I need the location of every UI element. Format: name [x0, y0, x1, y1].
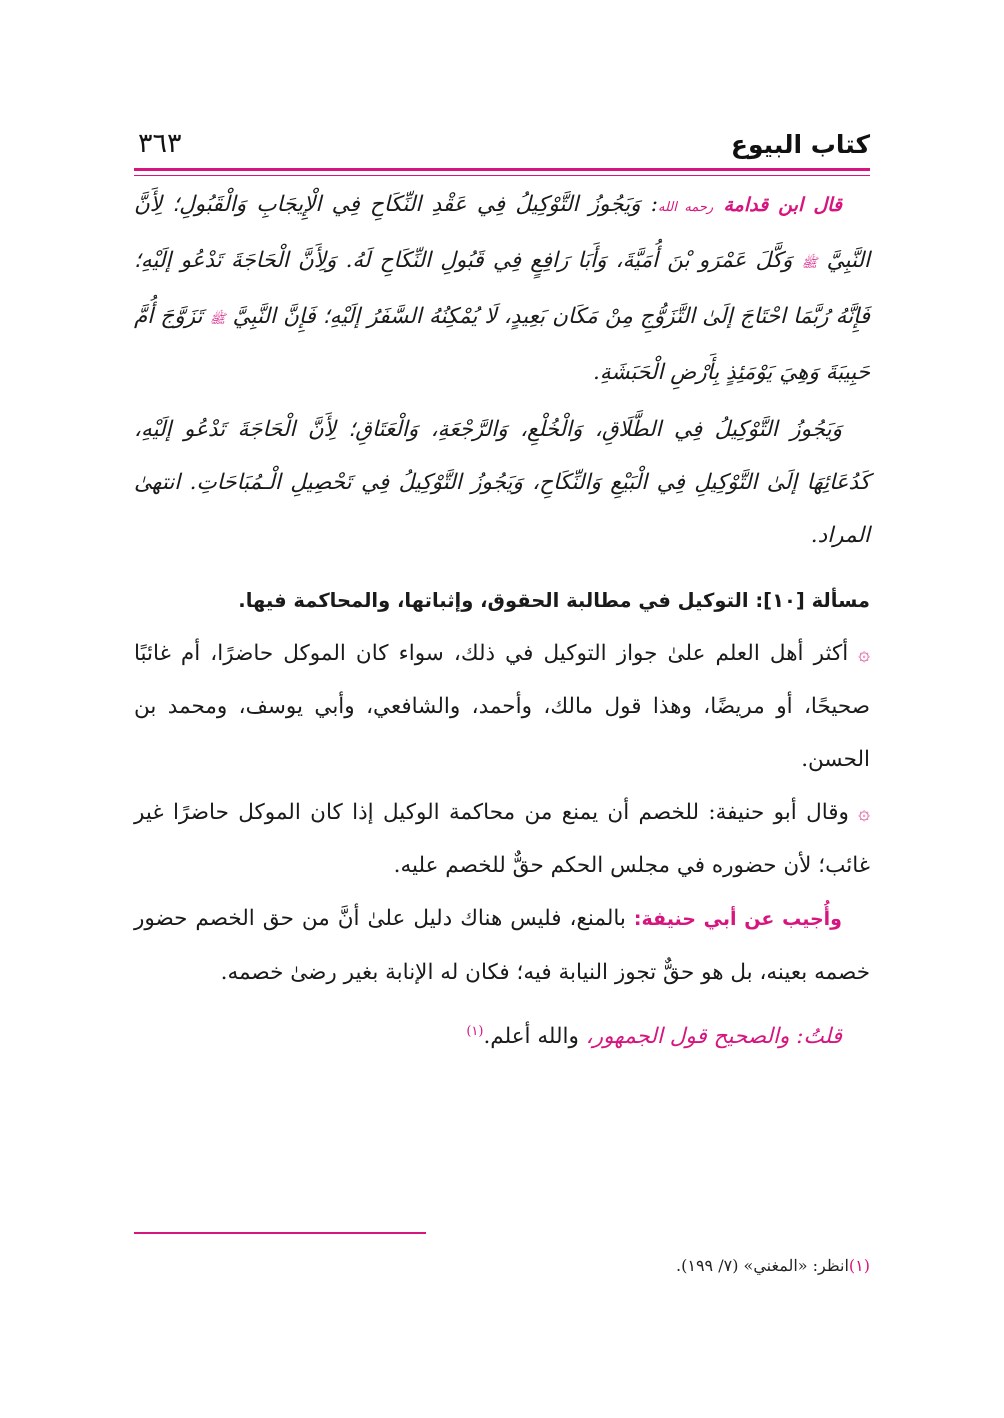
- footnote-text: انظر: «المغني» (٧/ ١٩٩).: [676, 1256, 849, 1275]
- footnote-number: (١): [848, 1256, 870, 1275]
- issue-title: التوكيل في مطالبة الحقوق، وإثباتها، والمحاكمة فيها.: [238, 589, 749, 612]
- page-header: [134, 120, 870, 172]
- header-rule-thick: [134, 168, 870, 171]
- point-1: [134, 627, 870, 786]
- answer-paragraph: [134, 892, 870, 999]
- footnote-divider: [134, 1232, 426, 1234]
- book-title: كتاب البيوع: [730, 130, 870, 159]
- conclusion-pink: قلتُ: والصحيح قول الجمهور،: [585, 1024, 842, 1050]
- honorific: رحمه الله: [658, 200, 714, 215]
- quote-text-1b: وَكَّلَ عَمْرَو بْنَ أُمَيَّةَ، وَأَبَا رَافِعٍ فِي قَبُولِ النِّكَاحِ لَهُ. وَلِأَنَّ الْحَاجَةَ تَدْعُو إلَيْهِ؛ فَإِنَّهُ رُبَّمَا احْتَاجَ إلَىٰ التَّزَوُّجِ مِنْ مَكَان بَعِيدٍ، لَا يُمْكِنُهُ السَّفَرُ إلَيْهِ؛ فَإِنَّ النَّبِيَّ: [134, 248, 871, 329]
- header-rule-thin: [134, 175, 870, 176]
- quote-text-1a: : وَيَجُوزُ التَّوْكِيلُ فِي عَقْدِ النِّكَاحِ فِي الْإِيجَابِ وَالْقَبُولِ؛ لِأَنَّ النَّبِيَّ: [134, 192, 870, 273]
- conclusion-text: والله أعلم.: [483, 1024, 579, 1050]
- quote-text-1c: تَزَوَّجَ أُمَّ حَبِيبَةَ وَهِيَ يَوْمَئِذٍ بِأَرْضِ الْحَبَشَةِ.: [134, 304, 870, 385]
- bullet-flower-icon: ۞: [858, 800, 870, 824]
- salawat-mark-2: ﷺ: [209, 312, 226, 327]
- issue-heading: [134, 574, 870, 627]
- conclusion: [134, 1005, 870, 1063]
- point-2: [134, 786, 870, 892]
- page-number: ٣٦٣: [138, 128, 182, 159]
- point-1-text: أكثر أهل العلم علىٰ جواز التوكيل في ذلك، سواء كان الموكل حاضرًا، أم غائبًا صحيحًا، أو مريضًا، وهذا قول مالك، وأحمد، والشافعي، وأبي يوسف، ومحمد بن الحسن.: [134, 641, 870, 772]
- answer-text: بالمنع، فليس هناك دليل علىٰ أنَّ من حق الخصم حضور خصمه بعينه، بل هو حقٌّ تجوز النيابة فيه؛ فكان له الإنابة بغير رضىٰ خصمه.: [134, 906, 870, 985]
- quote-author: قال ابن قدامة: [723, 194, 843, 216]
- book-page: [134, 0, 870, 1418]
- salawat-mark-1: ﷺ: [801, 256, 818, 271]
- quote-paragraph-2: وَيَجُوزُ التَّوْكِيلُ فِي الطَّلَاقِ، وَالْخُلْعِ، وَالرَّجْعَةِ، وَالْعَتَاقِ؛ لِأَنَّ الْحَاجَةَ تَدْعُو إلَيْهِ، كَدُعَائِهَا إلَىٰ التَّوْكِيلِ فِي الْبَيْعِ وَالنِّكَاحِ، وَيَجُوزُ التَّوْكِيلُ فِي تَحْصِيلِ الْـمُبَاحَاتِ. انتهىٰ المراد.: [134, 417, 870, 548]
- page-body: [134, 178, 870, 1063]
- point-2-text: وقال أبو حنيفة: للخصم أن يمنع من محاكمة الوكيل إذا كان الموكل حاضرًا غير غائب؛ لأن حضوره في مجلس الحكم حقٌّ للخصم عليه.: [134, 800, 870, 878]
- quote-paragraph-1: [134, 178, 870, 399]
- issue-label: مسألة [١٠]:: [755, 589, 870, 612]
- footnote: [134, 1256, 870, 1275]
- answer-label: وأُجيب عن أبي حنيفة:: [633, 908, 842, 930]
- footnote-ref[interactable]: (١): [466, 1024, 484, 1039]
- bullet-flower-icon: ۞: [858, 641, 871, 665]
